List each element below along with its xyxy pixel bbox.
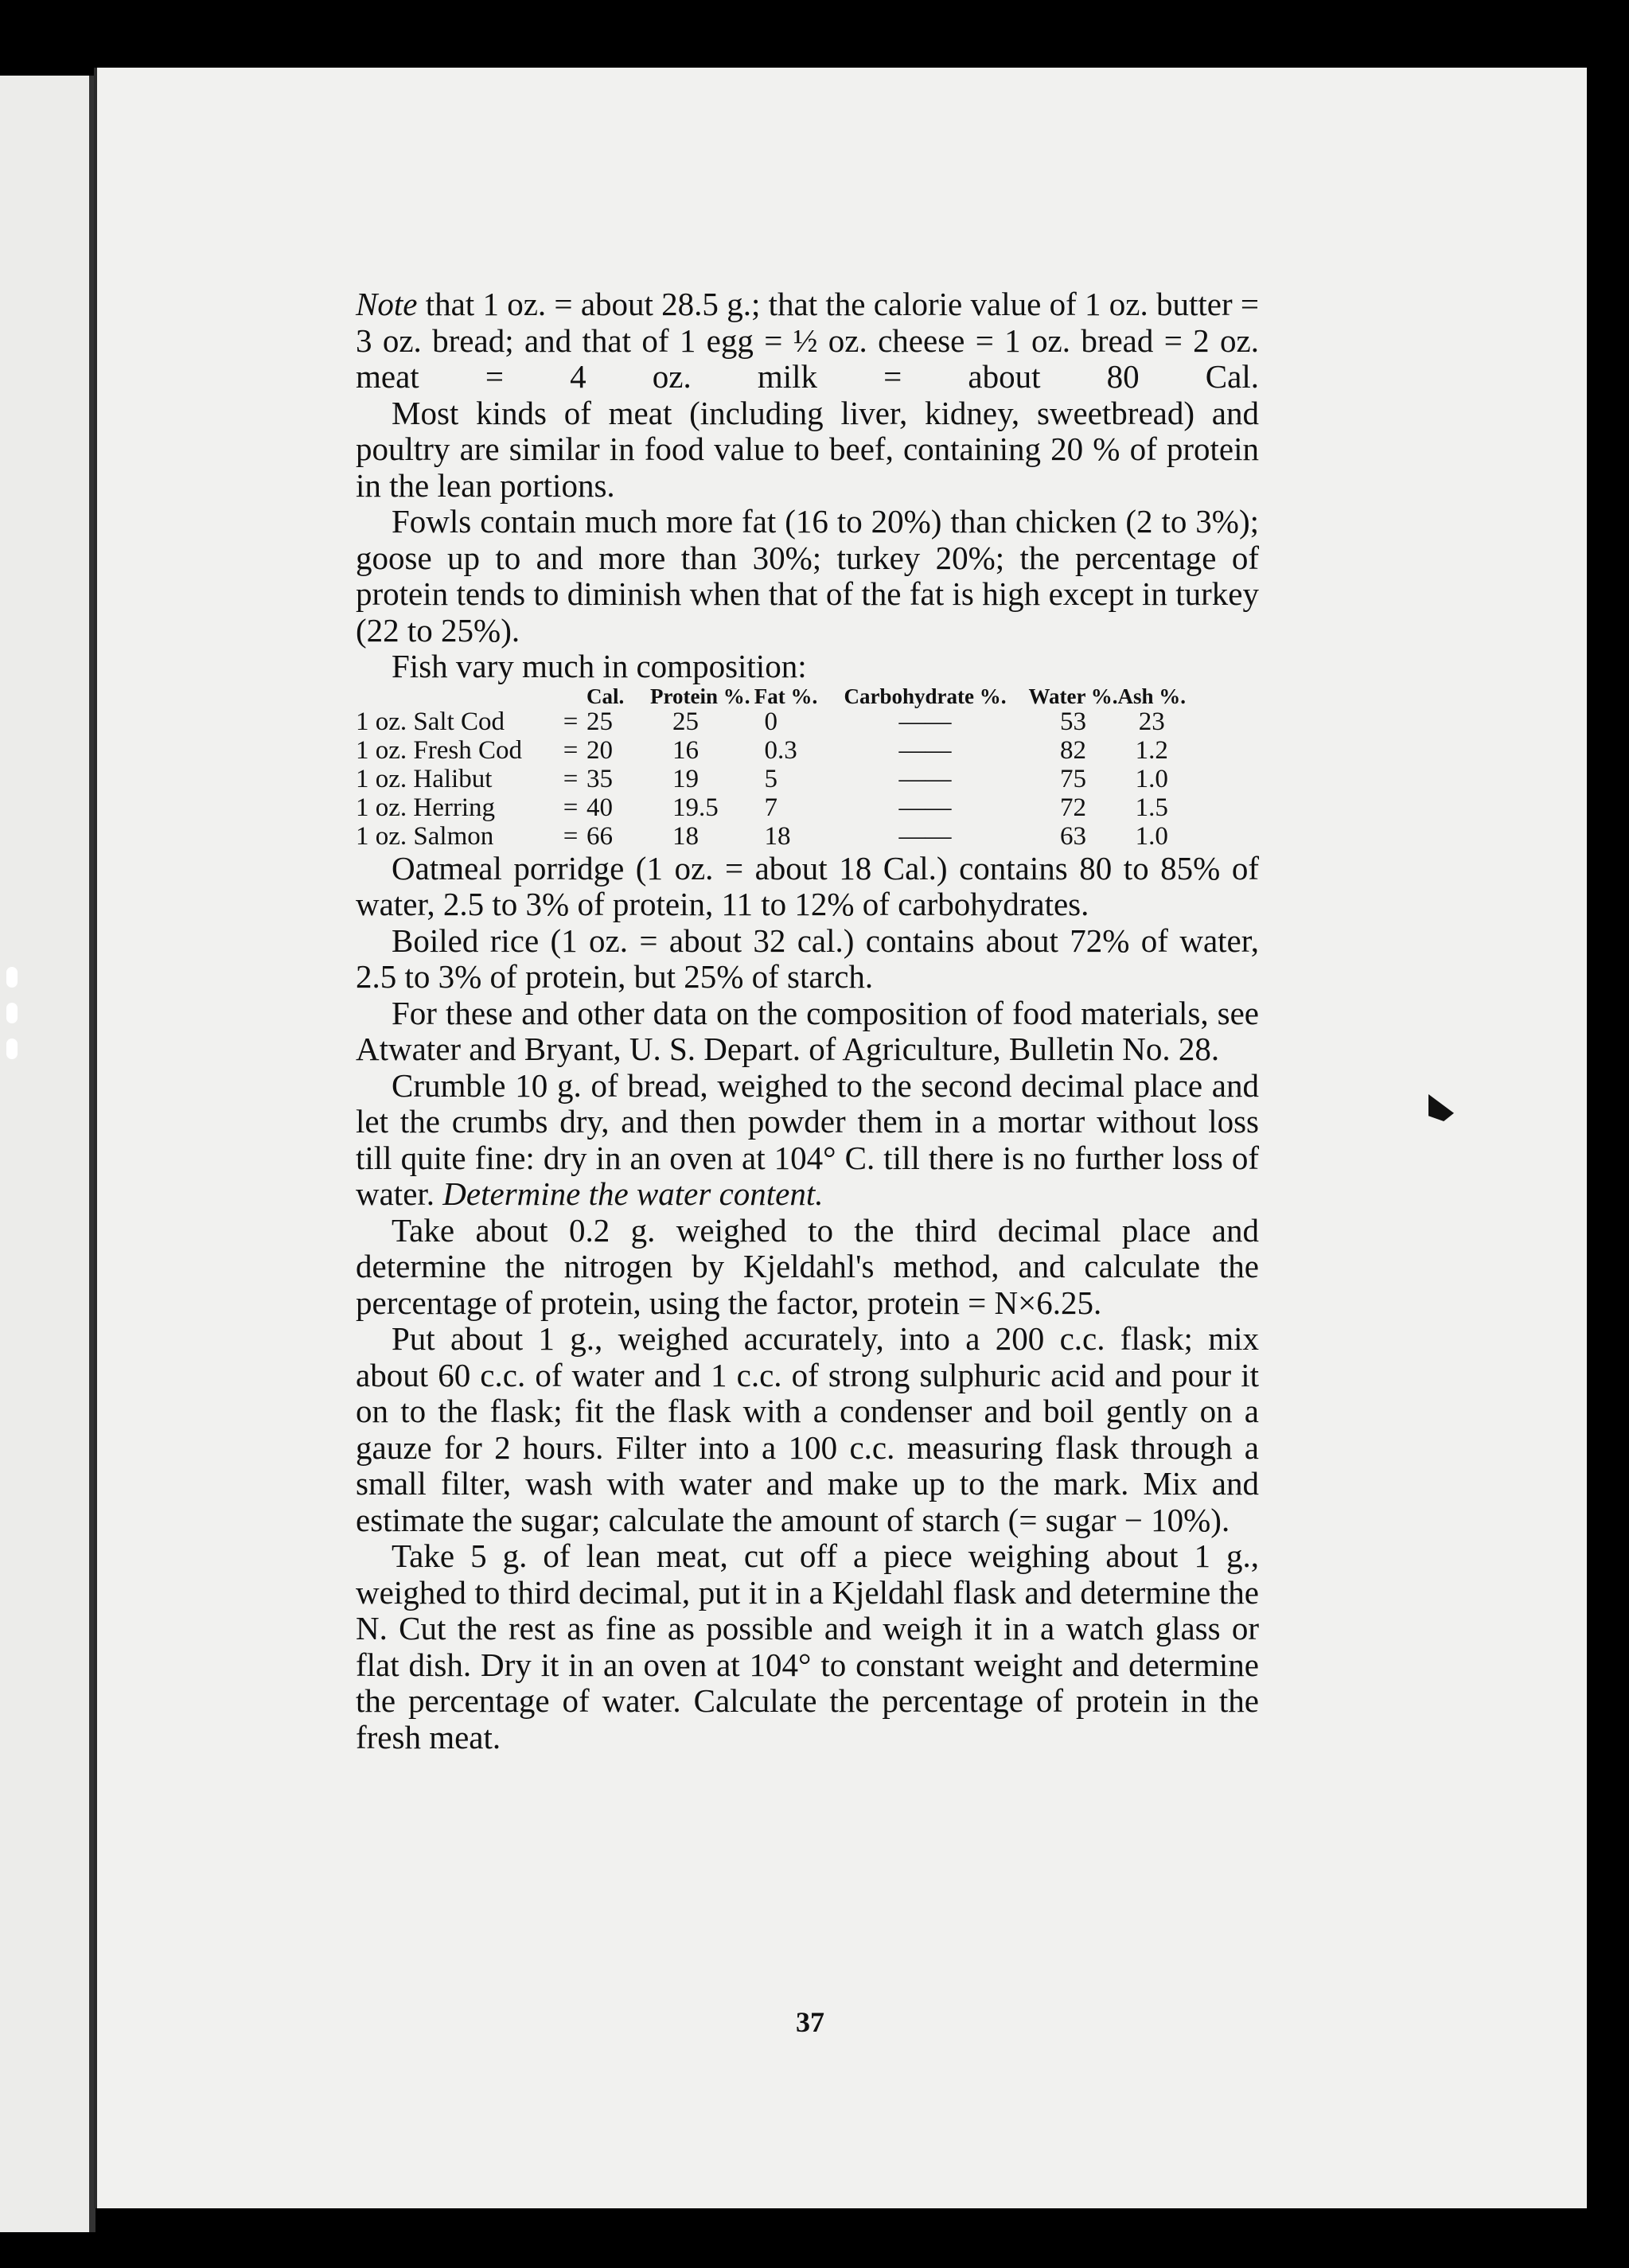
paragraph-oatmeal: Oatmeal porridge (1 oz. = about 18 Cal.) contains 80 to 85% of water, 2.5 to 3% of protein, 11 to 12% of carbohydrates. <box>356 849 1259 922</box>
table-row: 1 oz. Halibut = 35 19 5 —— 75 1.0 <box>356 764 1168 793</box>
fish-composition-table <box>356 685 1186 851</box>
table-row: 1 oz. Herring = 40 19.5 7 —— 72 1.5 <box>356 793 1168 822</box>
header-fat: Fat %. <box>754 684 818 708</box>
paragraph-fish-intro: Fish vary much in composition: <box>392 648 807 684</box>
spine-mark <box>6 1003 18 1023</box>
header-protein: Protein %. <box>650 684 750 708</box>
page-number: 37 <box>796 2006 824 2038</box>
paragraph-reference: For these and other data on the composition of food materials, see Atwater and Bryant, U. S. Depart. of Agriculture, Bulletin No. 28. <box>356 994 1259 1067</box>
header-cal: Cal. <box>587 684 625 708</box>
paragraph-starch: Put about 1 g., weighed accurately, into a 200 c.c. flask; mix about 60 c.c. of water and 1 c.c. of strong sulphuric acid and pour it on to the flask; fit the flask with a condenser and boil gently on a gauze for 2 hours. Filter into a 100 c.c. measuring flask through a small filter, wash with water and make up to the mark. Mix and estimate the sugar; calculate the amount of starch (= sugar − 10%). <box>356 1320 1259 1538</box>
header-water: Water %. <box>1028 684 1118 708</box>
page-body <box>356 286 1259 1756</box>
spine-mark <box>6 1039 18 1059</box>
header-ash: Ash %. <box>1117 684 1186 708</box>
header-carbohydrate: Carbohydrate %. <box>844 684 1007 708</box>
paragraph-nitrogen: Take about 0.2 g. weighed to the third decimal place and determine the nitrogen by Kjeldahl's method, and calculate the percentage of protein, using the factor, protein = N×6.25. <box>356 1211 1259 1321</box>
spine-mark <box>6 967 18 988</box>
table-row: 1 oz. Salt Cod = 25 25 0 —— 53 23 <box>356 707 1165 736</box>
table-row: 1 oz. Fresh Cod = 20 16 0.3 —— 82 1.2 <box>356 735 1168 765</box>
paragraph-fowls: Fowls contain much more fat (16 to 20%) than chicken (2 to 3%); goose up to and more than 30%; turkey 20%; the percentage of protein tends to diminish when that of the fat is high except in turkey (22 to 25%). <box>356 503 1259 649</box>
facing-page-edge <box>0 76 95 2232</box>
paragraph-meat: Most kinds of meat (including liver, kidney, sweetbread) and poultry are similar in food value to beef, containing 20 % of protein in the lean portions. <box>356 394 1259 504</box>
table-row: 1 oz. Salmon = 66 18 18 —— 63 1.0 <box>356 821 1168 851</box>
paragraph-meat-analysis: Take 5 g. of lean meat, cut off a piece weighing about 1 g., weighed to third decimal, put it in a Kjeldahl flask and determine the N. Cut the rest as fine as possible and weigh it in a watch glass or flat dish. Dry it in an oven at 104° to constant weight and determine the percentage of water. Calculate the percentage of protein in the fresh meat. <box>356 1537 1259 1756</box>
paragraph-rice: Boiled rice (1 oz. = about 32 cal.) contains about 72% of water, 2.5 to 3% of protein, but 25% of starch. <box>356 922 1259 995</box>
paragraph-note: Note that 1 oz. = about 28.5 g.; that the calorie value of 1 oz. butter = 3 oz. bread; and that of 1 egg = ½ oz. cheese = 1 oz. bread = 2 oz. meat = 4 oz. milk = about 80 Cal. <box>356 286 1259 395</box>
paragraph-bread-water: Crumble 10 g. of bread, weighed to the second decimal place and let the crumbs dry, and then powder them in a mortar without loss till quite fine: dry in an oven at 104° C. till there is no further loss of water. Determine the water content. <box>356 1066 1259 1212</box>
